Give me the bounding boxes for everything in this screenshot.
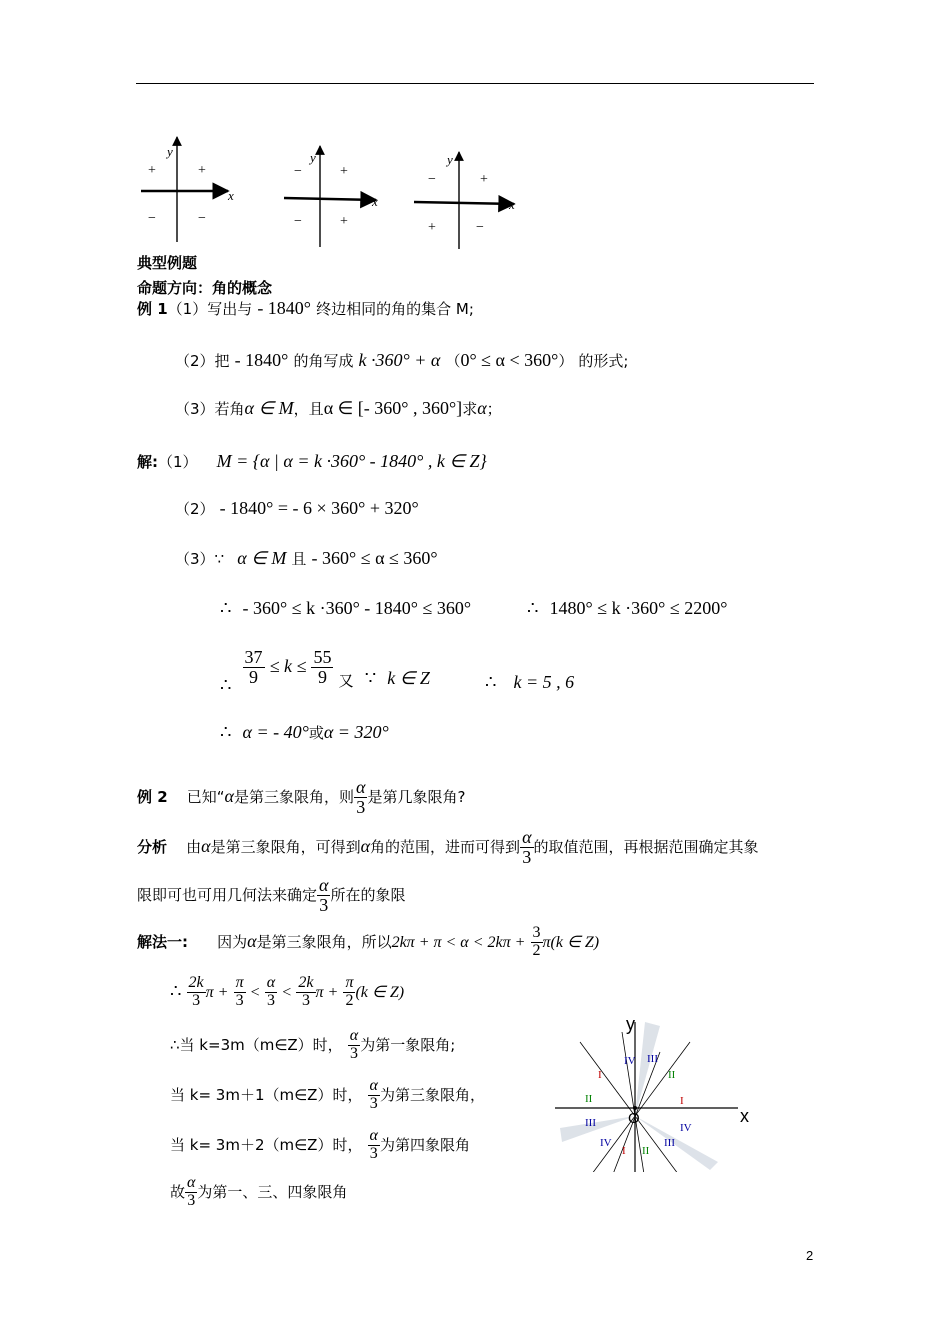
case-3-pre: 当 k= 3m＋2（m∈Z）时，: [170, 1135, 363, 1154]
method1-t2: 是第三象限角，所以: [256, 932, 392, 951]
frac-num: 2k: [188, 974, 204, 991]
therefore-symbol: ∴: [220, 598, 232, 618]
axis-y-label: y: [310, 150, 316, 165]
case-2-post: 为第三象限角，: [379, 1085, 485, 1104]
method1-ineq-b: π(k ∈ Z): [542, 933, 600, 951]
fraction: [265, 975, 277, 1010]
frac-num: α: [522, 827, 532, 847]
sol1-l5-mid: ≤ k ≤: [269, 655, 307, 676]
sol1-l6-math1: α = - 40°: [242, 722, 309, 742]
axis-x-label: x: [372, 194, 378, 209]
method1-l2-t4: π +: [315, 983, 339, 1001]
analysis-t4: 的取值范围，再根据范围确定其象: [533, 837, 759, 856]
quadrant-4-sign: −: [198, 211, 206, 226]
frac-num: α: [349, 1027, 359, 1044]
frac-den: 3: [301, 991, 310, 1009]
sol1-label: 解:: [137, 453, 158, 471]
ex1-p3-math2: α ∈ [- 360° , 360°]: [323, 398, 463, 418]
fraction-55-9: [311, 648, 333, 687]
method1-l2-t1: π +: [205, 983, 229, 1001]
case-conclusion-pre: 故: [170, 1182, 186, 1201]
analysis-label: 分析: [137, 837, 168, 856]
sol1-line3: [175, 548, 438, 569]
sol1-l5-math2: k = 5 , 6: [513, 672, 575, 692]
frac-num: 37: [244, 647, 263, 667]
fraction-alpha-3: [348, 1028, 360, 1063]
ex1-line2: [175, 350, 628, 371]
region-label: IV: [624, 1055, 636, 1067]
region-label: II: [642, 1145, 650, 1157]
fraction-37-9: [243, 648, 265, 687]
quadrant-3-sign: −: [294, 214, 302, 229]
quadrant-2-sign: −: [428, 172, 436, 187]
sign-diagram-2: [284, 146, 378, 247]
sol1-line2: [175, 498, 419, 519]
ex2-mid: 是第三象限角，则: [234, 787, 355, 806]
method1-line1: [137, 925, 599, 960]
analysis-alpha1: α: [201, 835, 211, 856]
fraction: [343, 975, 355, 1010]
ex2-alpha: α: [224, 785, 234, 806]
analysis-line2: [137, 876, 405, 915]
analysis-alpha2: α: [360, 835, 371, 856]
axis-x-label: x: [228, 188, 234, 203]
frac-num: α: [266, 974, 276, 991]
ex2-label: 例 2: [137, 787, 168, 806]
page-number: 2: [806, 1248, 814, 1263]
analysis-t5: 限即可也可用几何法来确定: [137, 885, 318, 904]
origin-label: O: [628, 1110, 640, 1127]
sol1-s3-mid: 且: [291, 550, 307, 568]
analysis-t3: 角的范围，进而可得到: [370, 837, 521, 856]
quadrant-4-sign: +: [340, 214, 348, 229]
quadrant-division-figure: [550, 1012, 760, 1172]
quadrant-4-sign: −: [476, 220, 484, 235]
because-symbol: ∵: [364, 667, 377, 688]
axis-y-label: y: [626, 1014, 635, 1034]
ex1-line1: [137, 298, 474, 319]
frac-den: 3: [349, 1044, 358, 1062]
ex1-p2-paren-close: ）: [558, 352, 574, 370]
fraction: [296, 975, 315, 1010]
frac-den: 3: [235, 991, 244, 1009]
header-rule: [136, 83, 814, 84]
frac-num: α: [356, 777, 366, 797]
frac-den: 3: [522, 846, 532, 867]
ex1-p2-math2: k ·360° + α: [358, 350, 441, 370]
case-2: [170, 1078, 485, 1113]
fraction-alpha-3: [354, 778, 367, 817]
quadrant-3-sign: −: [148, 211, 156, 226]
region-label: II: [585, 1093, 593, 1105]
frac-num: α: [319, 875, 329, 895]
therefore-symbol: ∴: [220, 722, 232, 742]
therefore-symbol: ∴: [527, 598, 539, 618]
ex1-p2-math3: 0° ≤ α < 360°: [460, 350, 559, 370]
fraction-alpha-3: [185, 1175, 197, 1210]
sol1-line5: [220, 647, 430, 695]
sol1-s1-math: M = {α | α = k ·360° - 1840° , k ∈ Z}: [216, 451, 487, 471]
frac-den: 3: [356, 796, 366, 817]
sol1-line4: [220, 598, 471, 619]
ex1-p3-mid2: 求: [462, 400, 478, 418]
region-label: I: [622, 1145, 626, 1157]
heading-examples: 典型例题: [137, 254, 198, 272]
frac-den: 3: [369, 1144, 378, 1162]
method1-alpha: α: [247, 930, 257, 951]
analysis-t1: 由: [186, 837, 202, 856]
fraction: [187, 975, 206, 1010]
sol1-l4-math2: 1480° ≤ k ·360° ≤ 2200°: [549, 598, 728, 618]
frac-den: 3: [319, 894, 329, 915]
region-label: III: [647, 1053, 658, 1065]
ex1-p1-pre: （1）写出与: [167, 300, 253, 318]
ex1-p2-math1: - 1840°: [234, 350, 289, 370]
frac-num: π: [345, 974, 354, 991]
ex1-p2-paren-open: （: [445, 352, 461, 370]
quadrant-3-sign: +: [428, 220, 436, 235]
fraction-alpha-3: [520, 828, 533, 867]
sol1-s3-math2: - 360° ≤ α ≤ 360°: [311, 548, 438, 568]
sol1-line1: [137, 451, 487, 472]
ex1-p3-math1: α ∈ M: [244, 398, 294, 418]
fraction-alpha-3: [317, 876, 330, 915]
ex1-p3-math3: α: [477, 398, 487, 418]
sol1-s3-pre: （3）∵: [175, 550, 225, 568]
analysis-t6: 所在的象限: [330, 885, 406, 904]
ex1-p1-math: - 1840°: [257, 298, 312, 318]
sol1-line5b: [485, 672, 574, 693]
sol1-s1-pre: （1）: [158, 453, 198, 471]
sol1-line4b: [527, 598, 727, 619]
frac-num: 2k: [298, 974, 314, 991]
quadrant-1-sign: +: [340, 164, 348, 179]
region-label: I: [680, 1095, 684, 1107]
sign-diagram-1: [141, 137, 234, 242]
case-1-pre: ∴当 k=3m（m∈Z）时，: [170, 1035, 343, 1054]
ex1-p2-post: 的形式;: [578, 352, 629, 370]
fraction-alpha-3: [368, 1078, 380, 1113]
method1-ineq-a: 2kπ + π < α < 2kπ +: [391, 933, 526, 951]
region-label: I: [598, 1069, 602, 1081]
quadrant-2-sign: −: [294, 164, 302, 179]
ex1-p3-mid1: ，且: [293, 400, 324, 418]
method1-t1: 因为: [217, 932, 248, 951]
region-label: III: [664, 1137, 675, 1149]
sol1-l4-math1: - 360° ≤ k ·360° - 1840° ≤ 360°: [242, 598, 472, 618]
case-3: [170, 1128, 470, 1163]
frac-num: 55: [313, 647, 332, 667]
ex1-p1-post: 终边相同的角的集合 M;: [316, 300, 474, 318]
sol1-l5-you: 又: [338, 671, 354, 690]
region-label: IV: [600, 1137, 612, 1149]
sol1-l6-or: 或: [308, 724, 324, 742]
sol1-line6: [220, 722, 389, 743]
method1-l2-t5: (k ∈ Z): [355, 983, 405, 1001]
frac-den: 9: [249, 666, 259, 687]
quadrant-1-sign: +: [198, 163, 206, 178]
ex2-pre: 已知“: [186, 787, 225, 806]
frac-den: 9: [317, 666, 327, 687]
frac-num: α: [369, 1127, 378, 1144]
quadrant-1-sign: +: [480, 172, 488, 187]
ex2-line: [137, 778, 465, 817]
ex1-label: 例 1: [137, 300, 168, 318]
therefore-symbol: ∴: [485, 672, 497, 692]
case-1: [170, 1028, 455, 1063]
frac-den: 3: [187, 1191, 196, 1209]
shaded-regions: [560, 1022, 718, 1170]
therefore-symbol: ∴: [170, 980, 182, 1001]
axis-y-label: y: [167, 144, 173, 159]
case-2-pre: 当 k= 3m＋1（m∈Z）时，: [170, 1085, 363, 1104]
method1-label: 解法一:: [137, 932, 188, 951]
ex2-post: 是第几象限角?: [367, 787, 466, 806]
ex1-p3-post: ；: [486, 400, 502, 418]
sign-diagram-3: [414, 152, 515, 249]
ex1-p2-mid: 的角写成: [293, 352, 354, 370]
method1-l2-t3: <: [282, 983, 292, 1001]
frac-den: 3: [369, 1094, 378, 1112]
frac-num: 3: [532, 924, 541, 941]
ex1-p2-pre: （2）把: [175, 352, 230, 370]
ex1-p3-pre: （3）若角: [175, 400, 245, 418]
therefore-symbol: ∴: [220, 674, 232, 695]
case-conclusion: [170, 1175, 347, 1210]
case-3-post: 为第四象限角: [379, 1135, 470, 1154]
analysis-t2: 是第三象限角，可得到: [210, 837, 361, 856]
region-label: II: [668, 1069, 676, 1081]
heading-direction: 命题方向：角的概念: [137, 279, 273, 297]
region-label: III: [585, 1117, 596, 1129]
method1-line2: [170, 975, 404, 1010]
quadrant-2-sign: +: [148, 163, 156, 178]
axis-x-label: x: [509, 197, 515, 212]
axis-y-label: y: [447, 152, 453, 167]
region-label: IV: [680, 1122, 692, 1134]
frac-den: 2: [345, 991, 354, 1009]
frac-den: 3: [267, 991, 275, 1009]
frac-den: 2: [532, 941, 541, 959]
axis-x-label: x: [740, 1106, 749, 1126]
method1-l2-t2: <: [250, 983, 260, 1001]
sol1-s2-pre: （2）: [175, 500, 215, 518]
fraction: [234, 975, 246, 1010]
sol1-s2-math: - 1840° = - 6 × 360° + 320°: [219, 498, 419, 518]
sol1-l5-math: k ∈ Z: [387, 667, 430, 688]
sign-diagrams: [136, 130, 526, 255]
fraction-3-2: [531, 925, 543, 960]
frac-num: α: [187, 1174, 196, 1191]
analysis-line1: [137, 828, 759, 867]
case-conclusion-post: 为第一、三、四象限角: [197, 1182, 348, 1201]
frac-num: α: [369, 1077, 378, 1094]
ex1-line3: [175, 398, 502, 419]
case-1-post: 为第一象限角;: [360, 1035, 456, 1054]
frac-num: π: [235, 974, 244, 991]
frac-den: 3: [192, 991, 201, 1009]
sol1-s3-math1: α ∈ M: [237, 548, 287, 568]
fraction-alpha-3: [368, 1128, 380, 1163]
sol1-l6-math2: α = 320°: [323, 722, 389, 742]
